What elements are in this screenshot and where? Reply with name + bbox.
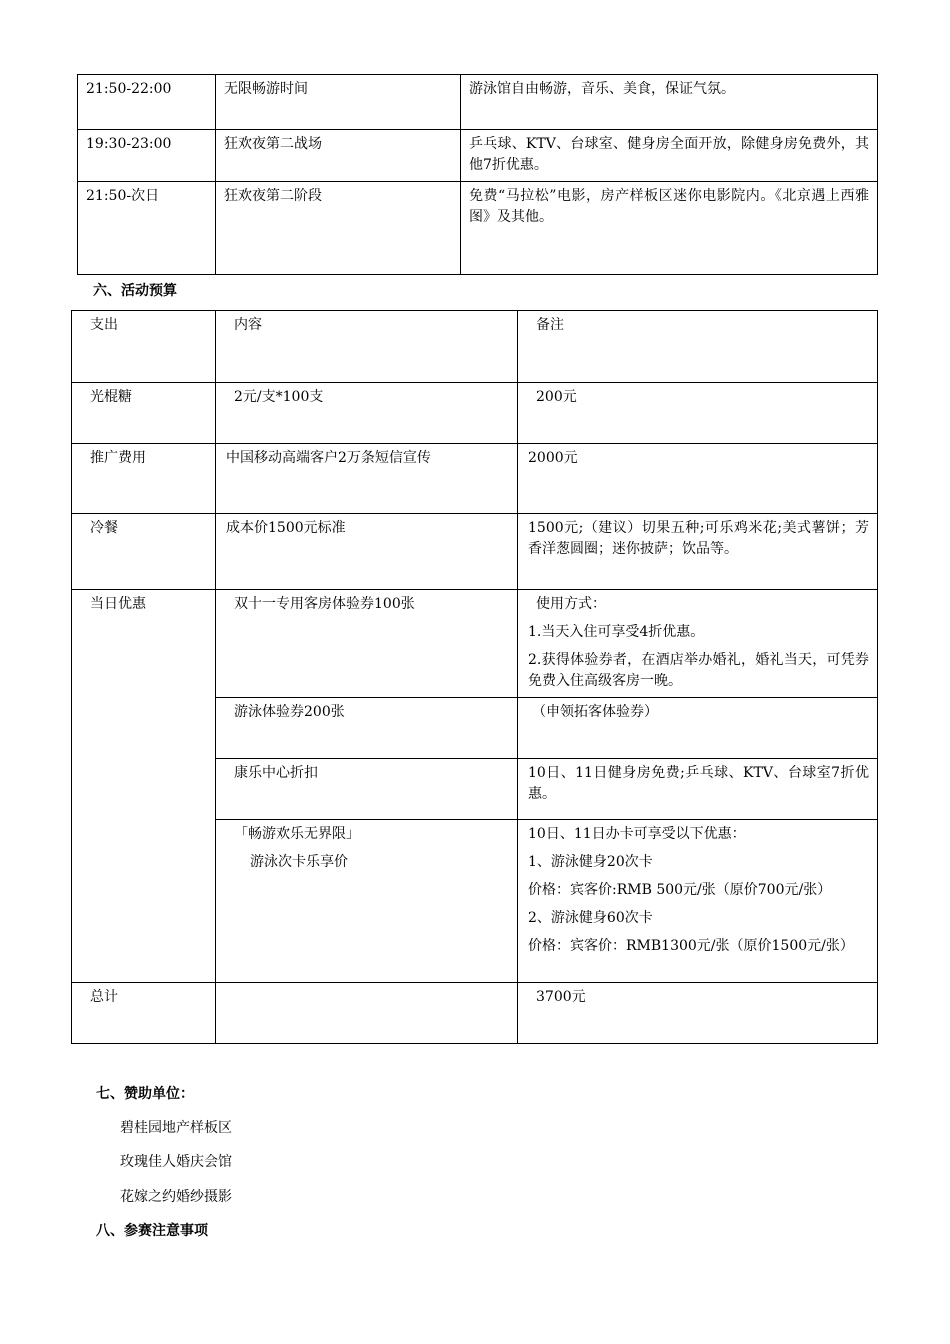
row-note: （申领拓客体验券） — [518, 698, 878, 759]
schedule-item: 狂欢夜第二战场 — [216, 130, 461, 182]
row-note: 200元 — [518, 383, 878, 444]
row-content — [216, 983, 518, 1044]
header-content: 内容 — [216, 311, 518, 383]
row-label: 推广费用 — [72, 444, 216, 514]
note-line: 2.获得体验券者，在酒店举办婚礼，婚礼当天，可凭券免费入住高级客房一晚。 — [528, 652, 869, 689]
row-label: 冷餐 — [72, 514, 216, 590]
row-content: 双十一专用客房体验券100张 — [216, 590, 518, 698]
header-expense: 支出 — [72, 311, 216, 383]
note-line: 1.当天入住可享受4折优惠。 — [528, 624, 705, 640]
budget-table — [71, 310, 878, 1044]
header-note: 备注 — [518, 311, 878, 383]
row-label: 当日优惠 — [72, 590, 216, 983]
sponsor-item: 花嫁之约婚纱摄影 — [120, 1189, 232, 1205]
table-row — [78, 182, 878, 275]
table-row — [72, 383, 878, 444]
content-line: 「畅游欢乐无界限」 — [234, 826, 360, 842]
table-row — [78, 75, 878, 130]
note-line: 价格：宾客价：RMB1300元/张（原价1500元/张） — [528, 938, 854, 954]
row-note — [518, 820, 878, 983]
budget-heading: 六、活动预算 — [93, 283, 177, 299]
schedule-time: 21:50-次日 — [78, 182, 216, 275]
row-label: 光棍糖 — [72, 383, 216, 444]
schedule-desc: 游泳馆自由畅游，音乐、美食，保证气氛。 — [461, 75, 878, 130]
row-content: 游泳体验券200张 — [216, 698, 518, 759]
row-note: 10日、11日健身房免费;乒乓球、KTV、台球室7折优惠。 — [518, 759, 878, 820]
row-label: 总计 — [72, 983, 216, 1044]
schedule-time: 19:30-23:00 — [78, 130, 216, 182]
note-line: 使用方式： — [536, 596, 606, 612]
row-content: 成本价1500元标准 — [216, 514, 518, 590]
row-content — [216, 820, 518, 983]
table-row — [72, 983, 878, 1044]
sponsor-item: 玫瑰佳人婚庆会馆 — [120, 1154, 232, 1170]
notes-heading: 八、参赛注意事项 — [96, 1223, 208, 1239]
schedule-item: 无限畅游时间 — [216, 75, 461, 130]
note-line: 价格：宾客价:RMB 500元/张（原价700元/张） — [528, 882, 832, 898]
row-content: 中国移动高端客户2万条短信宣传 — [216, 444, 518, 514]
note-line: 2、游泳健身60次卡 — [528, 910, 653, 926]
table-row — [72, 514, 878, 590]
schedule-desc: 乒乓球、KTV、台球室、健身房全面开放，除健身房免费外，其他7折优惠。 — [461, 130, 878, 182]
table-row — [72, 444, 878, 514]
row-note: 2000元 — [518, 444, 878, 514]
row-content: 2元/支*100支 — [216, 383, 518, 444]
schedule-item: 狂欢夜第二阶段 — [216, 182, 461, 275]
content-line: 游泳次卡乐享价 — [250, 854, 348, 870]
table-header-row — [72, 311, 878, 383]
row-note: 3700元 — [518, 983, 878, 1044]
row-content: 康乐中心折扣 — [216, 759, 518, 820]
schedule-desc: 免费“马拉松”电影，房产样板区迷你电影院内。《北京遇上西雅图》及其他。 — [461, 182, 878, 275]
schedule-table — [77, 74, 878, 275]
row-note: 1500元;（建议）切果五种;可乐鸡米花;美式薯饼；芳香洋葱圆圈；迷你披萨；饮品等。 — [518, 514, 878, 590]
row-note — [518, 590, 878, 698]
note-line: 1、游泳健身20次卡 — [528, 854, 653, 870]
sponsors-heading: 七、赞助单位： — [96, 1086, 194, 1102]
table-row — [78, 130, 878, 182]
sponsor-item: 碧桂园地产样板区 — [120, 1120, 232, 1136]
schedule-time: 21:50-22:00 — [78, 75, 216, 130]
table-row — [72, 590, 878, 698]
note-line: 10日、11日办卡可享受以下优惠： — [528, 826, 746, 842]
